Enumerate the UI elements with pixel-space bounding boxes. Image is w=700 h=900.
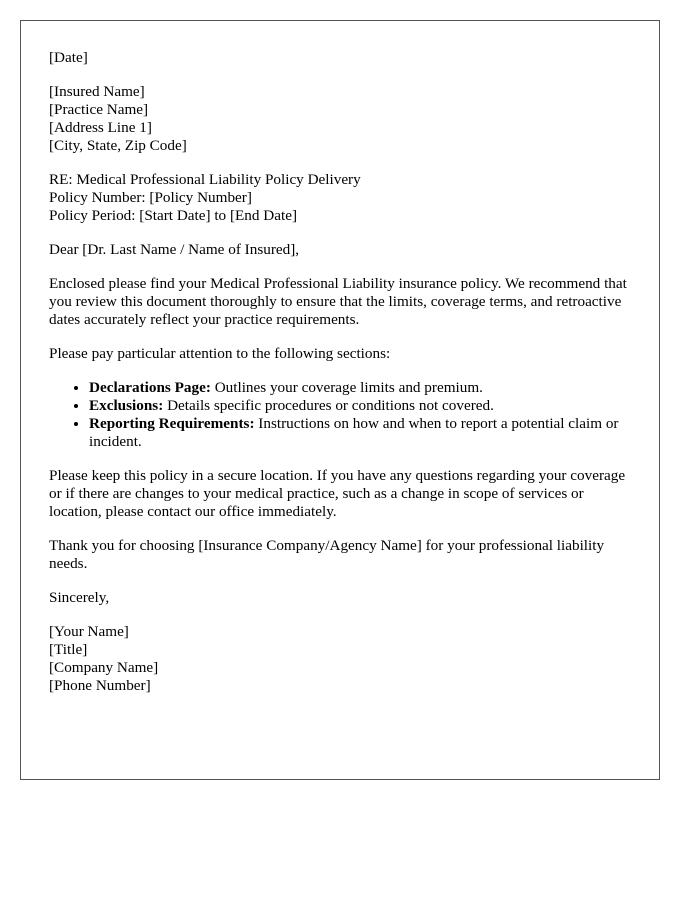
phone-number: [Phone Number] [49, 677, 151, 694]
list-item [89, 397, 639, 415]
letter-page [20, 20, 660, 780]
sections-list [49, 379, 639, 451]
policy-period-line: Policy Period: [Start Date] to [End Date] [49, 207, 297, 224]
closing: Sincerely, [49, 589, 110, 606]
section-description: Details specific procedures or conditions not covered. [163, 397, 494, 414]
attention-paragraph: Please pay particular attention to the following sections: [49, 345, 391, 362]
keep-paragraph: Please keep this policy in a secure location. If you have any questions regarding your coverage or if there are changes to your medical practice, such as a change in scope of services or location, please contact our office immediately. [49, 467, 626, 520]
letter-body [49, 49, 639, 711]
salutation: Dear [Dr. Last Name / Name of Insured], [49, 241, 300, 258]
address-line-1: [Address Line 1] [49, 119, 152, 136]
section-term: Reporting Requirements: [89, 415, 255, 432]
recipient-block [49, 83, 639, 155]
company-name: [Company Name] [49, 659, 159, 676]
section-description: Outlines your coverage limits and premium. [210, 379, 483, 396]
city-state-zip: [City, State, Zip Code] [49, 137, 187, 154]
list-item [89, 379, 639, 397]
list-item [89, 415, 639, 451]
thanks-paragraph: Thank you for choosing [Insurance Company/Agency Name] for your professional liability needs. [49, 537, 605, 572]
signer-title: [Title] [49, 641, 88, 658]
practice-name: [Practice Name] [49, 101, 149, 118]
insured-name: [Insured Name] [49, 83, 145, 100]
section-term: Exclusions: [89, 397, 164, 414]
date-line: [Date] [49, 49, 88, 66]
reference-block [49, 171, 639, 225]
section-term: Declarations Page: [89, 379, 211, 396]
policy-number-line: Policy Number: [Policy Number] [49, 189, 252, 206]
section-description: Instructions on how and when to report a potential claim or incident. [89, 415, 619, 450]
signature-block [49, 623, 639, 695]
signer-name: [Your Name] [49, 623, 129, 640]
intro-paragraph: Enclosed please find your Medical Professional Liability insurance policy. We recommend that you review this document thoroughly to ensure that the limits, coverage terms, and retroactive dates accurately reflect your practice requirements. [49, 275, 627, 328]
re-line: RE: Medical Professional Liability Policy Delivery [49, 171, 361, 188]
